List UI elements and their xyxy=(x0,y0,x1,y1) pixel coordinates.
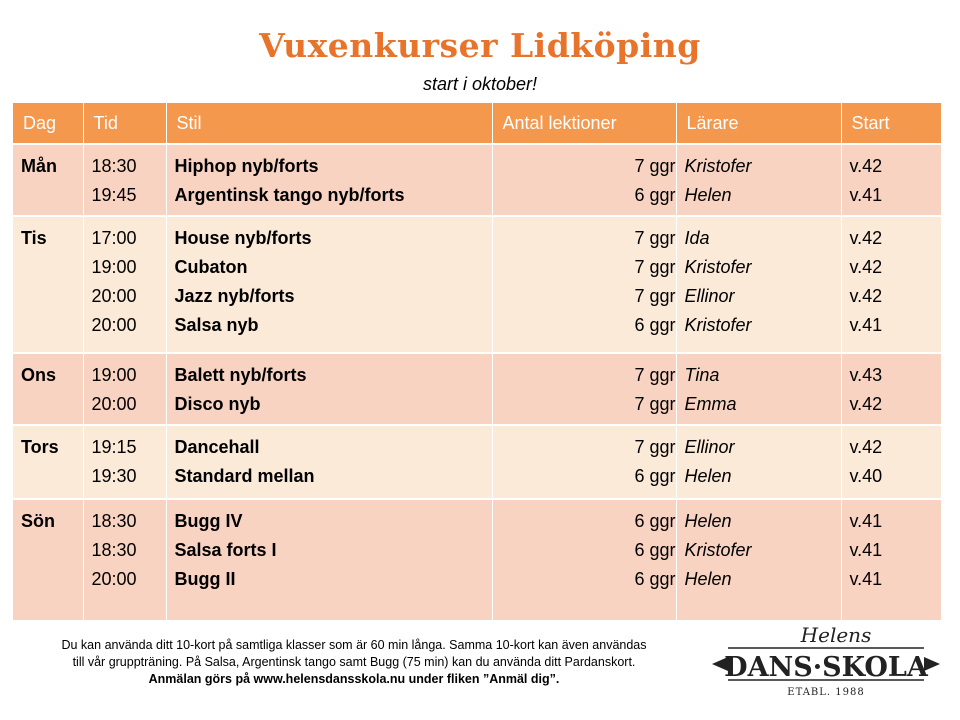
dance-style: Disco nyb xyxy=(174,394,261,414)
time-cell xyxy=(83,144,166,216)
teacher: Helen xyxy=(684,511,732,531)
teacher: Kristofer xyxy=(684,315,752,335)
start-week: v.41 xyxy=(849,569,883,589)
start-week: v.41 xyxy=(849,511,883,531)
page-subtitle: start i oktober! xyxy=(422,74,538,94)
time: 18:30 xyxy=(91,511,137,531)
teacher-cell xyxy=(676,216,841,353)
teacher: Helen xyxy=(684,569,732,589)
day-cell: Tis xyxy=(13,216,83,353)
header-stil: Stil xyxy=(166,103,492,144)
start-cell xyxy=(841,425,941,499)
lesson-count: 7 ggr xyxy=(634,286,676,306)
time-cell xyxy=(83,353,166,425)
start-week: v.42 xyxy=(849,437,883,457)
time: 18:30 xyxy=(91,156,137,176)
style-cell xyxy=(166,499,492,620)
lessons-cell xyxy=(492,353,676,425)
teacher: Helen xyxy=(684,466,732,486)
table-row xyxy=(13,353,941,425)
header-tid: Tid xyxy=(83,103,166,144)
time: 20:00 xyxy=(91,286,137,306)
teacher: Tina xyxy=(684,365,720,385)
day-cell: Mån xyxy=(13,144,83,216)
time-cell xyxy=(83,425,166,499)
dance-style: Hiphop nyb/forts xyxy=(174,156,319,176)
table-row xyxy=(13,499,941,620)
teacher-cell xyxy=(676,353,841,425)
lesson-count: 6 ggr xyxy=(634,511,676,531)
start-week: v.40 xyxy=(849,466,883,486)
teacher-cell xyxy=(676,499,841,620)
style-cell xyxy=(166,353,492,425)
start-week: v.42 xyxy=(849,286,883,306)
start-cell xyxy=(841,353,941,425)
dance-style: Standard mellan xyxy=(174,466,315,486)
page-title: Vuxenkurser Lidköping xyxy=(259,26,701,65)
start-week: v.42 xyxy=(849,394,883,414)
style-cell xyxy=(166,425,492,499)
dance-style: Balett nyb/forts xyxy=(174,365,307,385)
dance-style: Jazz nyb/forts xyxy=(174,286,295,306)
teacher: Ida xyxy=(684,228,710,248)
logo-main-text: DANS·SKOLA xyxy=(724,652,928,683)
teacher: Kristofer xyxy=(684,540,752,560)
lesson-count: 6 ggr xyxy=(634,569,676,589)
day-cell: Tors xyxy=(13,425,83,499)
start-week: v.41 xyxy=(849,185,883,205)
time: 19:45 xyxy=(91,185,137,205)
table-row xyxy=(13,216,941,353)
dance-style: Dancehall xyxy=(174,437,260,457)
start-cell xyxy=(841,144,941,216)
table-row xyxy=(13,425,941,499)
header-dag: Dag xyxy=(13,103,83,144)
start-week: v.42 xyxy=(849,257,883,277)
table-row xyxy=(13,144,941,216)
teacher: Ellinor xyxy=(684,437,735,457)
style-cell xyxy=(166,144,492,216)
lessons-cell xyxy=(492,499,676,620)
lesson-count: 6 ggr xyxy=(634,185,676,205)
teacher: Kristofer xyxy=(684,156,752,176)
dance-style: Argentinsk tango nyb/forts xyxy=(174,185,405,205)
table-header-row xyxy=(13,103,941,144)
time: 20:00 xyxy=(91,569,137,589)
lesson-count: 6 ggr xyxy=(634,540,676,560)
time: 19:00 xyxy=(91,257,137,277)
start-week: v.42 xyxy=(849,156,883,176)
dance-style: House nyb/forts xyxy=(174,228,312,248)
time-cell xyxy=(83,499,166,620)
lesson-count: 7 ggr xyxy=(634,228,676,248)
lesson-count: 6 ggr xyxy=(634,466,676,486)
lesson-count: 7 ggr xyxy=(634,257,676,277)
dansskola-logo xyxy=(706,620,946,710)
dance-style: Bugg II xyxy=(174,569,236,589)
lesson-count: 7 ggr xyxy=(634,437,676,457)
time-cell xyxy=(83,216,166,353)
day-cell: Ons xyxy=(13,353,83,425)
time: 19:15 xyxy=(91,437,137,457)
footer-line: till vår gruppträning. På Salsa, Argentinsk tango samt Bugg (75 min) kan du använda ditt Pardanskort. xyxy=(72,655,636,669)
lessons-cell xyxy=(492,144,676,216)
course-schedule-table xyxy=(13,103,941,620)
time: 20:00 xyxy=(91,394,137,414)
lesson-count: 7 ggr xyxy=(634,156,676,176)
time: 20:00 xyxy=(91,315,137,335)
time: 19:30 xyxy=(91,466,137,486)
teacher: Ellinor xyxy=(684,286,735,306)
style-cell xyxy=(166,216,492,353)
start-week: v.41 xyxy=(849,315,883,335)
dance-style: Salsa nyb xyxy=(174,315,259,335)
lessons-cell xyxy=(492,216,676,353)
logo-script-text: Helens xyxy=(800,623,872,647)
start-week: v.42 xyxy=(849,228,883,248)
signup-instructions: Anmälan görs på www.helensdansskola.nu under fliken ”Anmäl dig”. xyxy=(148,672,560,686)
header-antal-lektioner: Antal lektioner xyxy=(492,103,676,144)
footer-info xyxy=(0,637,708,688)
teacher-cell xyxy=(676,425,841,499)
teacher: Emma xyxy=(684,394,737,414)
footer-line: Du kan använda ditt 10-kort på samtliga klasser som är 60 min långa. Samma 10-kort kan även användas xyxy=(61,638,647,652)
logo-est-text: ETABL. 1988 xyxy=(787,687,865,698)
time: 19:00 xyxy=(91,365,137,385)
lesson-count: 7 ggr xyxy=(634,365,676,385)
start-week: v.43 xyxy=(849,365,883,385)
teacher-cell xyxy=(676,144,841,216)
lesson-count: 7 ggr xyxy=(634,394,676,414)
dance-style: Cubaton xyxy=(174,257,248,277)
time: 18:30 xyxy=(91,540,137,560)
teacher: Kristofer xyxy=(684,257,752,277)
lessons-cell xyxy=(492,425,676,499)
start-week: v.41 xyxy=(849,540,883,560)
dance-style: Salsa forts I xyxy=(174,540,277,560)
header-start: Start xyxy=(841,103,941,144)
start-cell xyxy=(841,499,941,620)
teacher: Helen xyxy=(684,185,732,205)
time: 17:00 xyxy=(91,228,137,248)
day-cell: Sön xyxy=(13,499,83,620)
dance-style: Bugg IV xyxy=(174,511,243,531)
lesson-count: 6 ggr xyxy=(634,315,676,335)
header-larare: Lärare xyxy=(676,103,841,144)
start-cell xyxy=(841,216,941,353)
